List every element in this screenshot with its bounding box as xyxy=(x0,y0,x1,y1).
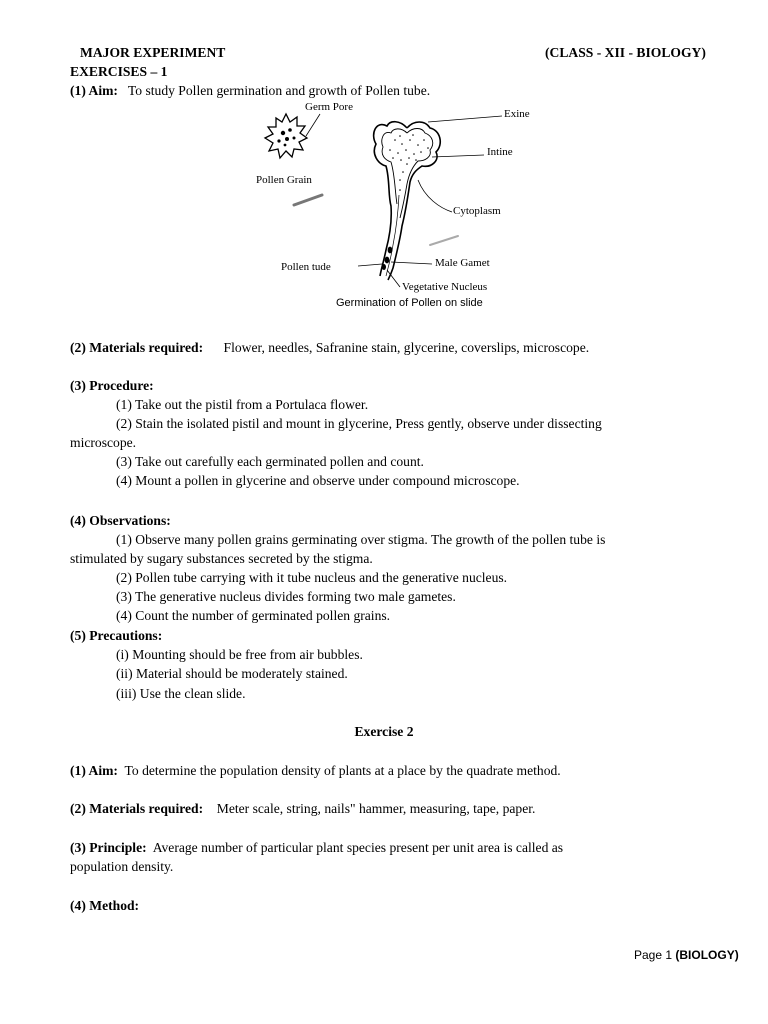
principle-line-2: population density. xyxy=(70,859,174,874)
exercise-2-title: Exercise 2 xyxy=(354,724,414,739)
cytoplasm-label: Cytoplasm xyxy=(453,205,501,217)
procedure-step-4: (4) Mount a pollen in glycerine and observe under compound microscope. xyxy=(116,473,520,488)
procedure-step-2-cont: microscope. xyxy=(70,435,137,450)
materials-text: Flower, needles, Safranine stain, glycerine, coverslips, microscope. xyxy=(223,340,590,355)
pollen-grain-label: Pollen Grain xyxy=(256,174,312,186)
document-heading: MAJOR EXPERIMENT xyxy=(80,45,226,60)
aim-line xyxy=(70,83,430,99)
principle-label: (3) Principle: xyxy=(70,840,147,855)
observation-1-cont: stimulated by sugary substances secreted by the stigma. xyxy=(70,551,373,566)
exine-label: Exine xyxy=(504,108,530,120)
exercise-1-title: EXERCISES – 1 xyxy=(70,64,168,79)
observations-label: (4) Observations: xyxy=(70,513,171,528)
principle-line xyxy=(70,840,563,856)
exercise-2-materials-label: (2) Materials required: xyxy=(70,801,204,816)
footer-subject: (BIOLOGY) xyxy=(675,948,739,962)
exercise-2-aim-label: (1) Aim: xyxy=(70,763,118,778)
precaution-3: (iii) Use the clean slide. xyxy=(116,686,246,701)
vegetative-nucleus-label: Vegetative Nucleus xyxy=(402,281,488,293)
procedure-step-3: (3) Take out carefully each germinated pollen and count. xyxy=(116,454,424,469)
intine-label: Intine xyxy=(487,146,513,158)
materials-label: (2) Materials required: xyxy=(70,340,204,355)
observation-3: (3) The generative nucleus divides forming two male gametes. xyxy=(116,589,456,604)
male-gamet-label: Male Gamet xyxy=(435,257,490,269)
pollen-tude-label: Pollen tude xyxy=(281,261,331,273)
exercise-2-aim-text: To determine the population density of plants at a place by the quadrate method. xyxy=(124,763,561,778)
precaution-2: (ii) Material should be moderately stained. xyxy=(116,666,348,681)
observation-2: (2) Pollen tube carrying with it tube nucleus and the generative nucleus. xyxy=(116,570,508,585)
pollen-figure xyxy=(250,100,550,315)
exercise-2-materials-text: Meter scale, string, nails" hammer, measuring, tape, paper. xyxy=(216,801,536,816)
aim-text: To study Pollen germination and growth of Pollen tube. xyxy=(127,83,431,98)
method-label: (4) Method: xyxy=(70,898,140,913)
exercise-2-materials-line xyxy=(70,801,535,817)
figure-caption: Germination of Pollen on slide xyxy=(336,297,483,309)
precaution-1: (i) Mounting should be free from air bubbles. xyxy=(116,647,363,662)
procedure-step-2: (2) Stain the isolated pistil and mount in glycerine, Press gently, observe under dissecting xyxy=(116,416,602,431)
class-heading: (CLASS - XII - BIOLOGY) xyxy=(545,45,706,60)
page-footer xyxy=(634,947,739,963)
exercise-2-aim-line xyxy=(70,763,561,779)
precautions-label: (5) Precautions: xyxy=(70,628,163,643)
page-number: Page 1 xyxy=(634,948,673,962)
principle-text: Average number of particular plant species present per unit area is called as xyxy=(152,840,564,855)
observation-4: (4) Count the number of germinated pollen grains. xyxy=(116,608,391,623)
aim-label: (1) Aim: xyxy=(70,83,118,98)
observation-1: (1) Observe many pollen grains germinating over stigma. The growth of the pollen tube is xyxy=(116,532,606,547)
procedure-step-1: (1) Take out the pistil from a Portulaca flower. xyxy=(116,397,369,412)
pollen-diagram xyxy=(250,100,550,315)
procedure-label: (3) Procedure: xyxy=(70,378,154,393)
germ-pore-label: Germ Pore xyxy=(305,101,353,113)
pollen-grain-drawing xyxy=(265,114,307,158)
materials-line xyxy=(70,340,589,356)
